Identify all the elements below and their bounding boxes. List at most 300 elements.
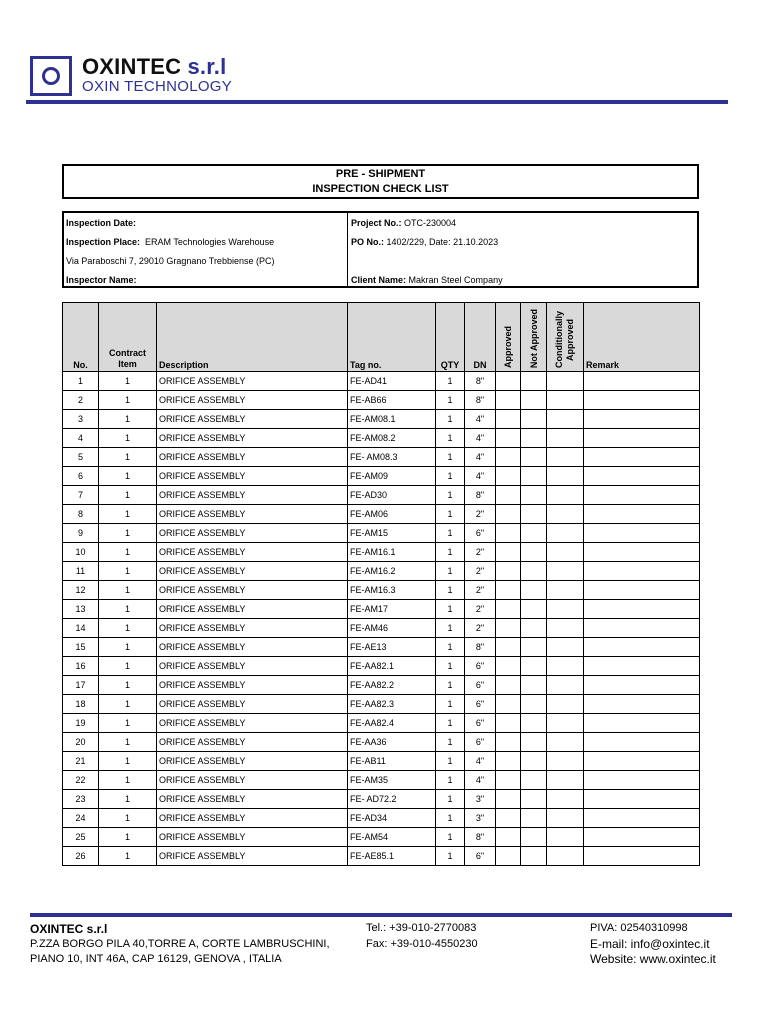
inspection-address: Via Paraboschi 7, 29010 Gragnano Trebbiense (PC)	[66, 256, 275, 266]
cell-not-approved[interactable]	[521, 372, 547, 391]
cell-conditionally-approved[interactable]	[547, 391, 584, 410]
cell-conditionally-approved[interactable]	[547, 505, 584, 524]
cell-tag: FE-AE85.1	[348, 847, 436, 866]
company-tagline: OXIN TECHNOLOGY	[82, 78, 233, 95]
cell-no: 16	[63, 657, 99, 676]
cell-tag: FE-AA36	[348, 733, 436, 752]
cell-conditionally-approved[interactable]	[547, 429, 584, 448]
project-number: Project No.: OTC-230004	[351, 218, 457, 228]
cell-remark[interactable]	[584, 714, 700, 733]
cell-remark[interactable]	[584, 372, 700, 391]
cell-description: ORIFICE ASSEMBLY	[157, 524, 348, 543]
cell-no: 23	[63, 790, 99, 809]
cell-dn: 4"	[465, 752, 496, 771]
cell-qty: 1	[436, 771, 465, 790]
table-row	[63, 448, 700, 467]
inspector-name: Inspector Name:	[66, 275, 137, 285]
cell-qty: 1	[436, 429, 465, 448]
cell-approved[interactable]	[496, 581, 521, 600]
cell-no: 14	[63, 619, 99, 638]
cell-no: 17	[63, 676, 99, 695]
cell-contract-item: 1	[99, 771, 157, 790]
cell-approved[interactable]	[496, 828, 521, 847]
cell-conditionally-approved[interactable]	[547, 657, 584, 676]
cell-remark[interactable]	[584, 600, 700, 619]
cell-conditionally-approved[interactable]	[547, 809, 584, 828]
cell-description: ORIFICE ASSEMBLY	[157, 752, 348, 771]
cell-qty: 1	[436, 581, 465, 600]
cell-dn: 4"	[465, 771, 496, 790]
cell-tag: FE-AM35	[348, 771, 436, 790]
cell-tag: FE-AM16.3	[348, 581, 436, 600]
cell-tag: FE- AD72.2	[348, 790, 436, 809]
header-contract-item: Contract Item	[99, 303, 157, 372]
cell-dn: 3"	[465, 809, 496, 828]
cell-qty: 1	[436, 847, 465, 866]
table-row	[63, 809, 700, 828]
cell-not-approved[interactable]	[521, 410, 547, 429]
header-no: No.	[63, 303, 99, 372]
header-not-approved: Not Approved	[521, 303, 547, 372]
cell-description: ORIFICE ASSEMBLY	[157, 657, 348, 676]
header-conditionally-approved: Conditionally Approved	[547, 303, 584, 372]
table-row	[63, 486, 700, 505]
cell-qty: 1	[436, 524, 465, 543]
cell-contract-item: 1	[99, 391, 157, 410]
cell-conditionally-approved[interactable]	[547, 543, 584, 562]
cell-approved[interactable]	[496, 448, 521, 467]
po-number: PO No.: 1402/229, Date: 21.10.2023	[351, 237, 499, 247]
cell-approved[interactable]	[496, 524, 521, 543]
cell-description: ORIFICE ASSEMBLY	[157, 410, 348, 429]
cell-not-approved[interactable]	[521, 524, 547, 543]
cell-not-approved[interactable]	[521, 657, 547, 676]
header-dn: DN	[465, 303, 496, 372]
cell-approved[interactable]	[496, 467, 521, 486]
cell-conditionally-approved[interactable]	[547, 467, 584, 486]
cell-tag: FE-AB66	[348, 391, 436, 410]
cell-dn: 3"	[465, 790, 496, 809]
cell-dn: 2"	[465, 581, 496, 600]
cell-not-approved[interactable]	[521, 391, 547, 410]
cell-description: ORIFICE ASSEMBLY	[157, 676, 348, 695]
cell-qty: 1	[436, 638, 465, 657]
cell-contract-item: 1	[99, 676, 157, 695]
cell-qty: 1	[436, 657, 465, 676]
cell-conditionally-approved[interactable]	[547, 847, 584, 866]
cell-dn: 6"	[465, 524, 496, 543]
cell-remark[interactable]	[584, 695, 700, 714]
cell-dn: 2"	[465, 619, 496, 638]
cell-qty: 1	[436, 809, 465, 828]
cell-approved[interactable]	[496, 505, 521, 524]
cell-description: ORIFICE ASSEMBLY	[157, 695, 348, 714]
cell-no: 24	[63, 809, 99, 828]
cell-contract-item: 1	[99, 752, 157, 771]
cell-remark[interactable]	[584, 505, 700, 524]
cell-description: ORIFICE ASSEMBLY	[157, 429, 348, 448]
cell-not-approved[interactable]	[521, 467, 547, 486]
cell-dn: 4"	[465, 448, 496, 467]
cell-conditionally-approved[interactable]	[547, 581, 584, 600]
table-body	[63, 372, 700, 866]
cell-qty: 1	[436, 372, 465, 391]
cell-contract-item: 1	[99, 847, 157, 866]
cell-no: 4	[63, 429, 99, 448]
cell-conditionally-approved[interactable]	[547, 619, 584, 638]
cell-tag: FE-AM54	[348, 828, 436, 847]
footer-tel: Tel.: +39-010-2770083	[366, 922, 477, 934]
cell-not-approved[interactable]	[521, 733, 547, 752]
cell-remark[interactable]	[584, 771, 700, 790]
cell-conditionally-approved[interactable]	[547, 638, 584, 657]
cell-approved[interactable]	[496, 638, 521, 657]
cell-no: 8	[63, 505, 99, 524]
cell-approved[interactable]	[496, 410, 521, 429]
cell-not-approved[interactable]	[521, 429, 547, 448]
cell-contract-item: 1	[99, 695, 157, 714]
cell-contract-item: 1	[99, 828, 157, 847]
cell-contract-item: 1	[99, 524, 157, 543]
cell-tag: FE-AM16.2	[348, 562, 436, 581]
cell-approved[interactable]	[496, 429, 521, 448]
cell-approved[interactable]	[496, 600, 521, 619]
header-description: Description	[157, 303, 348, 372]
cell-description: ORIFICE ASSEMBLY	[157, 638, 348, 657]
cell-description: ORIFICE ASSEMBLY	[157, 505, 348, 524]
cell-description: ORIFICE ASSEMBLY	[157, 581, 348, 600]
cell-conditionally-approved[interactable]	[547, 448, 584, 467]
cell-dn: 2"	[465, 505, 496, 524]
table-row	[63, 581, 700, 600]
table-row	[63, 695, 700, 714]
cell-contract-item: 1	[99, 714, 157, 733]
cell-no: 7	[63, 486, 99, 505]
cell-contract-item: 1	[99, 486, 157, 505]
cell-no: 6	[63, 467, 99, 486]
cell-approved[interactable]	[496, 543, 521, 562]
cell-contract-item: 1	[99, 657, 157, 676]
table-row	[63, 771, 700, 790]
cell-conditionally-approved[interactable]	[547, 524, 584, 543]
cell-qty: 1	[436, 448, 465, 467]
cell-no: 22	[63, 771, 99, 790]
cell-description: ORIFICE ASSEMBLY	[157, 448, 348, 467]
header-remark: Remark	[584, 303, 700, 372]
table-row	[63, 562, 700, 581]
cell-dn: 6"	[465, 714, 496, 733]
cell-tag: FE-AD41	[348, 372, 436, 391]
cell-approved[interactable]	[496, 486, 521, 505]
cell-tag: FE-AM17	[348, 600, 436, 619]
cell-description: ORIFICE ASSEMBLY	[157, 771, 348, 790]
cell-contract-item: 1	[99, 581, 157, 600]
cell-not-approved[interactable]	[521, 543, 547, 562]
cell-dn: 4"	[465, 467, 496, 486]
cell-remark[interactable]	[584, 524, 700, 543]
cell-approved[interactable]	[496, 372, 521, 391]
cell-conditionally-approved[interactable]	[547, 410, 584, 429]
table-row	[63, 638, 700, 657]
cell-conditionally-approved[interactable]	[547, 372, 584, 391]
cell-remark[interactable]	[584, 809, 700, 828]
cell-approved[interactable]	[496, 695, 521, 714]
cell-dn: 4"	[465, 429, 496, 448]
cell-not-approved[interactable]	[521, 600, 547, 619]
cell-not-approved[interactable]	[521, 505, 547, 524]
footer-address-1: P.ZZA BORGO PILA 40,TORRE A, CORTE LAMBRUSCHINI,	[30, 938, 330, 950]
cell-remark[interactable]	[584, 752, 700, 771]
cell-qty: 1	[436, 695, 465, 714]
cell-tag: FE- AM08.3	[348, 448, 436, 467]
cell-contract-item: 1	[99, 809, 157, 828]
cell-contract-item: 1	[99, 505, 157, 524]
cell-qty: 1	[436, 600, 465, 619]
cell-contract-item: 1	[99, 733, 157, 752]
cell-description: ORIFICE ASSEMBLY	[157, 562, 348, 581]
cell-qty: 1	[436, 543, 465, 562]
header-qty: QTY	[436, 303, 465, 372]
cell-description: ORIFICE ASSEMBLY	[157, 828, 348, 847]
cell-qty: 1	[436, 467, 465, 486]
cell-tag: FE-AM08.1	[348, 410, 436, 429]
cell-remark[interactable]	[584, 847, 700, 866]
cell-no: 1	[63, 372, 99, 391]
cell-remark[interactable]	[584, 448, 700, 467]
cell-approved[interactable]	[496, 391, 521, 410]
cell-tag: FE-AA82.2	[348, 676, 436, 695]
cell-approved[interactable]	[496, 790, 521, 809]
company-name: OXINTEC s.r.l	[82, 54, 227, 79]
cell-not-approved[interactable]	[521, 809, 547, 828]
table-row	[63, 619, 700, 638]
cell-description: ORIFICE ASSEMBLY	[157, 733, 348, 752]
cell-tag: FE-AB11	[348, 752, 436, 771]
cell-not-approved[interactable]	[521, 828, 547, 847]
cell-conditionally-approved[interactable]	[547, 486, 584, 505]
cell-conditionally-approved[interactable]	[547, 676, 584, 695]
cell-description: ORIFICE ASSEMBLY	[157, 600, 348, 619]
cell-description: ORIFICE ASSEMBLY	[157, 467, 348, 486]
cell-tag: FE-AA82.1	[348, 657, 436, 676]
table-row	[63, 372, 700, 391]
cell-conditionally-approved[interactable]	[547, 771, 584, 790]
cell-contract-item: 1	[99, 638, 157, 657]
cell-tag: FE-AA82.3	[348, 695, 436, 714]
cell-not-approved[interactable]	[521, 771, 547, 790]
cell-no: 20	[63, 733, 99, 752]
cell-contract-item: 1	[99, 429, 157, 448]
cell-dn: 8"	[465, 372, 496, 391]
cell-no: 25	[63, 828, 99, 847]
cell-remark[interactable]	[584, 619, 700, 638]
cell-remark[interactable]	[584, 410, 700, 429]
cell-dn: 4"	[465, 410, 496, 429]
cell-dn: 6"	[465, 657, 496, 676]
cell-qty: 1	[436, 676, 465, 695]
cell-remark[interactable]	[584, 733, 700, 752]
cell-conditionally-approved[interactable]	[547, 562, 584, 581]
cell-remark[interactable]	[584, 790, 700, 809]
title-line-1: PRE - SHIPMENT	[335, 168, 426, 180]
cell-approved[interactable]	[496, 847, 521, 866]
cell-conditionally-approved[interactable]	[547, 733, 584, 752]
footer-piva: PIVA: 02540310998	[590, 922, 688, 934]
cell-tag: FE-AM06	[348, 505, 436, 524]
client-name: Client Name: Makran Steel Company	[351, 275, 503, 285]
cell-no: 26	[63, 847, 99, 866]
cell-tag: FE-AM15	[348, 524, 436, 543]
cell-contract-item: 1	[99, 619, 157, 638]
cell-qty: 1	[436, 619, 465, 638]
cell-no: 18	[63, 695, 99, 714]
cell-conditionally-approved[interactable]	[547, 695, 584, 714]
cell-contract-item: 1	[99, 448, 157, 467]
cell-dn: 6"	[465, 847, 496, 866]
cell-no: 15	[63, 638, 99, 657]
cell-tag: FE-AD30	[348, 486, 436, 505]
footer-divider	[30, 913, 732, 917]
cell-dn: 6"	[465, 695, 496, 714]
cell-not-approved[interactable]	[521, 847, 547, 866]
cell-approved[interactable]	[496, 714, 521, 733]
cell-remark[interactable]	[584, 828, 700, 847]
cell-approved[interactable]	[496, 562, 521, 581]
footer-address-2: PIANO 10, INT 46A, CAP 16129, GENOVA , ITALIA	[30, 953, 282, 965]
cell-description: ORIFICE ASSEMBLY	[157, 391, 348, 410]
cell-tag: FE-AM09	[348, 467, 436, 486]
logo-o-icon	[42, 67, 60, 85]
cell-approved[interactable]	[496, 733, 521, 752]
table-row	[63, 676, 700, 695]
table-row	[63, 467, 700, 486]
cell-remark[interactable]	[584, 581, 700, 600]
cell-description: ORIFICE ASSEMBLY	[157, 790, 348, 809]
cell-no: 19	[63, 714, 99, 733]
cell-description: ORIFICE ASSEMBLY	[157, 809, 348, 828]
cell-dn: 8"	[465, 638, 496, 657]
cell-tag: FE-AA82.4	[348, 714, 436, 733]
cell-conditionally-approved[interactable]	[547, 714, 584, 733]
cell-dn: 2"	[465, 543, 496, 562]
table-row	[63, 714, 700, 733]
table-row	[63, 543, 700, 562]
inspection-info	[62, 211, 699, 288]
cell-no: 3	[63, 410, 99, 429]
cell-description: ORIFICE ASSEMBLY	[157, 486, 348, 505]
cell-approved[interactable]	[496, 771, 521, 790]
table-header-row	[63, 303, 700, 372]
cell-remark[interactable]	[584, 562, 700, 581]
cell-tag: FE-AM16.1	[348, 543, 436, 562]
cell-contract-item: 1	[99, 410, 157, 429]
cell-tag: FE-AD34	[348, 809, 436, 828]
cell-not-approved[interactable]	[521, 562, 547, 581]
cell-dn: 6"	[465, 676, 496, 695]
cell-approved[interactable]	[496, 676, 521, 695]
cell-dn: 2"	[465, 600, 496, 619]
inspection-place: Inspection Place: ERAM Technologies Warehouse	[66, 237, 275, 247]
cell-remark[interactable]	[584, 676, 700, 695]
footer-website[interactable]: Website: www.oxintec.it	[590, 952, 716, 966]
cell-description: ORIFICE ASSEMBLY	[157, 847, 348, 866]
cell-contract-item: 1	[99, 372, 157, 391]
cell-approved[interactable]	[496, 619, 521, 638]
cell-conditionally-approved[interactable]	[547, 600, 584, 619]
cell-no: 5	[63, 448, 99, 467]
cell-description: ORIFICE ASSEMBLY	[157, 714, 348, 733]
cell-not-approved[interactable]	[521, 486, 547, 505]
cell-contract-item: 1	[99, 543, 157, 562]
cell-tag: FE-AM08.2	[348, 429, 436, 448]
table-row	[63, 733, 700, 752]
footer-company: OXINTEC s.r.l	[30, 922, 108, 936]
cell-remark[interactable]	[584, 391, 700, 410]
cell-conditionally-approved[interactable]	[547, 790, 584, 809]
cell-contract-item: 1	[99, 562, 157, 581]
cell-remark[interactable]	[584, 486, 700, 505]
cell-tag: FE-AM46	[348, 619, 436, 638]
cell-tag: FE-AE13	[348, 638, 436, 657]
cell-contract-item: 1	[99, 467, 157, 486]
footer-fax: Fax: +39-010-4550230	[366, 938, 478, 950]
table-row	[63, 752, 700, 771]
cell-not-approved[interactable]	[521, 619, 547, 638]
footer-email[interactable]: E-mail: info@oxintec.it	[590, 937, 710, 951]
cell-remark[interactable]	[584, 467, 700, 486]
cell-conditionally-approved[interactable]	[547, 752, 584, 771]
cell-not-approved[interactable]	[521, 581, 547, 600]
cell-not-approved[interactable]	[521, 448, 547, 467]
document-title	[62, 164, 699, 199]
cell-no: 12	[63, 581, 99, 600]
cell-not-approved[interactable]	[521, 714, 547, 733]
cell-description: ORIFICE ASSEMBLY	[157, 619, 348, 638]
table-row	[63, 410, 700, 429]
cell-dn: 8"	[465, 391, 496, 410]
cell-description: ORIFICE ASSEMBLY	[157, 372, 348, 391]
cell-not-approved[interactable]	[521, 752, 547, 771]
cell-no: 9	[63, 524, 99, 543]
cell-not-approved[interactable]	[521, 676, 547, 695]
header-approved: Approved	[496, 303, 521, 372]
table-row	[63, 600, 700, 619]
cell-remark[interactable]	[584, 638, 700, 657]
inspection-table	[62, 302, 700, 866]
cell-remark[interactable]	[584, 429, 700, 448]
cell-contract-item: 1	[99, 790, 157, 809]
inspection-date: Inspection Date:	[66, 218, 137, 228]
cell-not-approved[interactable]	[521, 638, 547, 657]
cell-not-approved[interactable]	[521, 790, 547, 809]
cell-dn: 8"	[465, 828, 496, 847]
cell-approved[interactable]	[496, 657, 521, 676]
cell-approved[interactable]	[496, 809, 521, 828]
cell-not-approved[interactable]	[521, 695, 547, 714]
header-tag: Tag no.	[348, 303, 436, 372]
cell-remark[interactable]	[584, 657, 700, 676]
cell-conditionally-approved[interactable]	[547, 828, 584, 847]
cell-no: 2	[63, 391, 99, 410]
table-row	[63, 790, 700, 809]
info-divider	[347, 213, 348, 286]
cell-no: 10	[63, 543, 99, 562]
table-row	[63, 828, 700, 847]
logo-mark	[30, 56, 72, 96]
cell-remark[interactable]	[584, 543, 700, 562]
cell-approved[interactable]	[496, 752, 521, 771]
cell-dn: 2"	[465, 562, 496, 581]
